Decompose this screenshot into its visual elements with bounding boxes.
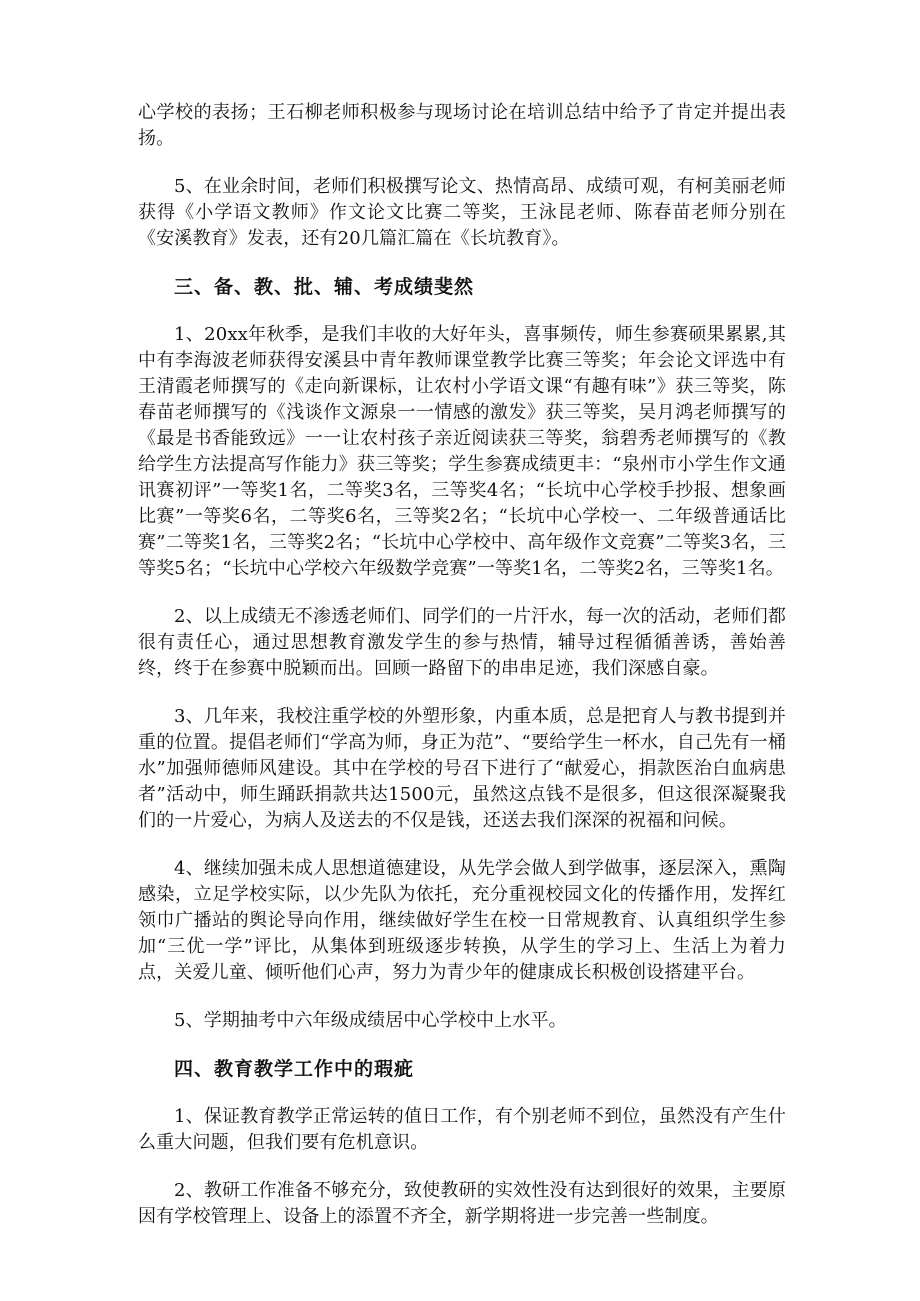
- paragraph-teaching-research: 2、教研工作准备不够充分，致使教研的实效性没有达到很好的效果，主要原因有学校管理上、设备上的添置不齐全，新学期将进一步完善一些制度。: [138, 1180, 786, 1227]
- paragraph-papers-published: 5、在业余时间，老师们积极撰写论文、热情高昂、成绩可观，有柯美丽老师获得《小学语文教师》作文论文比赛二等奖，王泳昆老师、陈春苗老师分别在《安溪教育》发表，还有20几篇汇篇在《长坑教育》。: [138, 176, 786, 249]
- paragraph-exam-results: 5、学期抽考中六年级成绩居中心学校中上水平。: [174, 1010, 567, 1031]
- paragraph-awards-list: 1、20xx年秋季，是我们丰收的大好年头，喜事频传，师生参赛硕果累累,其中有李海波老师获得安溪县中青年教师课堂教学比赛三等奖；年会论文评选中有王清霞老师撰写的《走向新课标，让农村小学语文课“有趣有味”》获三等奖，陈春苗老师撰写的《浅谈作文源泉一一情感的激发》获三等奖，吴月鸿老师撰写的《最是书香能致远》一一让农村孩子亲近阅读获三等奖，翁碧秀老师撰写的《教给学生方法提高写作能力》获三等奖；学生参赛成绩更丰：“泉州市小学生作文通讯赛初评”一等奖1名，二等奖3名，三等奖4名；“长坑中心学校手抄报、想象画比赛”一等奖6名，二等奖6名，三等奖2名；“长坑中心学校一、二年级普通话比赛”二等奖1名，三等奖2名；“长坑中心学校中、高年级作文竞赛”二等奖3名，三等奖5名；“长坑中心学校六年级数学竞赛”一等奖1名，二等奖2名，三等奖1名。: [138, 324, 786, 579]
- section-heading-shortcomings: 四、教育教学工作中的瑕疵: [174, 1058, 415, 1080]
- section-heading-achievements: 三、备、教、批、辅、考成绩斐然: [174, 276, 475, 298]
- paragraph-moral-education: 4、继续加强未成人思想道德建设，从先学会做人到学做事，逐层深入，熏陶感染，立足学校实际，以少先队为依托，充分重视校园文化的传播作用，发挥红领巾广播站的舆论导向作用，继续做好学生在校一日常规教育、认真组织学生参加“三优一学”评比，从集体到班级逐步转换，从学生的学习上、生活上为着力点，关爱儿童、倾听他们心声，努力为青少年的健康成长积极创设搭建平台。: [138, 858, 786, 983]
- paragraph-teacher-ethics: 3、几年来，我校注重学校的外塑形象，内重本质，总是把育人与教书提到并重的位置。提倡老师们“学高为师，身正为范”、“要给学生一杯水，自己先有一桶水”加强师德师风建设。其中在学校的号召下进行了“献爱心，捐款医治白血病患者”活动中，师生踊跃捐款共达1500元，虽然这点钱不是很多，但这很深凝聚我们的一片爱心，为病人及送去的不仅是钱，还送去我们深深的祝福和问候。: [138, 706, 786, 831]
- paragraph-duty-work: 1、保证教育教学正常运转的值日工作，有个别老师不到位，虽然没有产生什么重大问题，但我们要有危机意识。: [138, 1106, 786, 1153]
- paragraph-commendation-continued: 心学校的表扬；王石柳老师积极参与现场讨论在培训总结中给予了肯定并提出表扬。: [138, 102, 786, 149]
- paragraph-effort: 2、以上成绩无不渗透老师们、同学们的一片汗水，每一次的活动，老师们都很有责任心，通过思想教育激发学生的参与热情，辅导过程循循善诱，善始善终，终于在参赛中脱颖而出。回顾一路留下的串串足迹，我们深感自豪。: [138, 606, 786, 679]
- document-body: [138, 100, 786, 1252]
